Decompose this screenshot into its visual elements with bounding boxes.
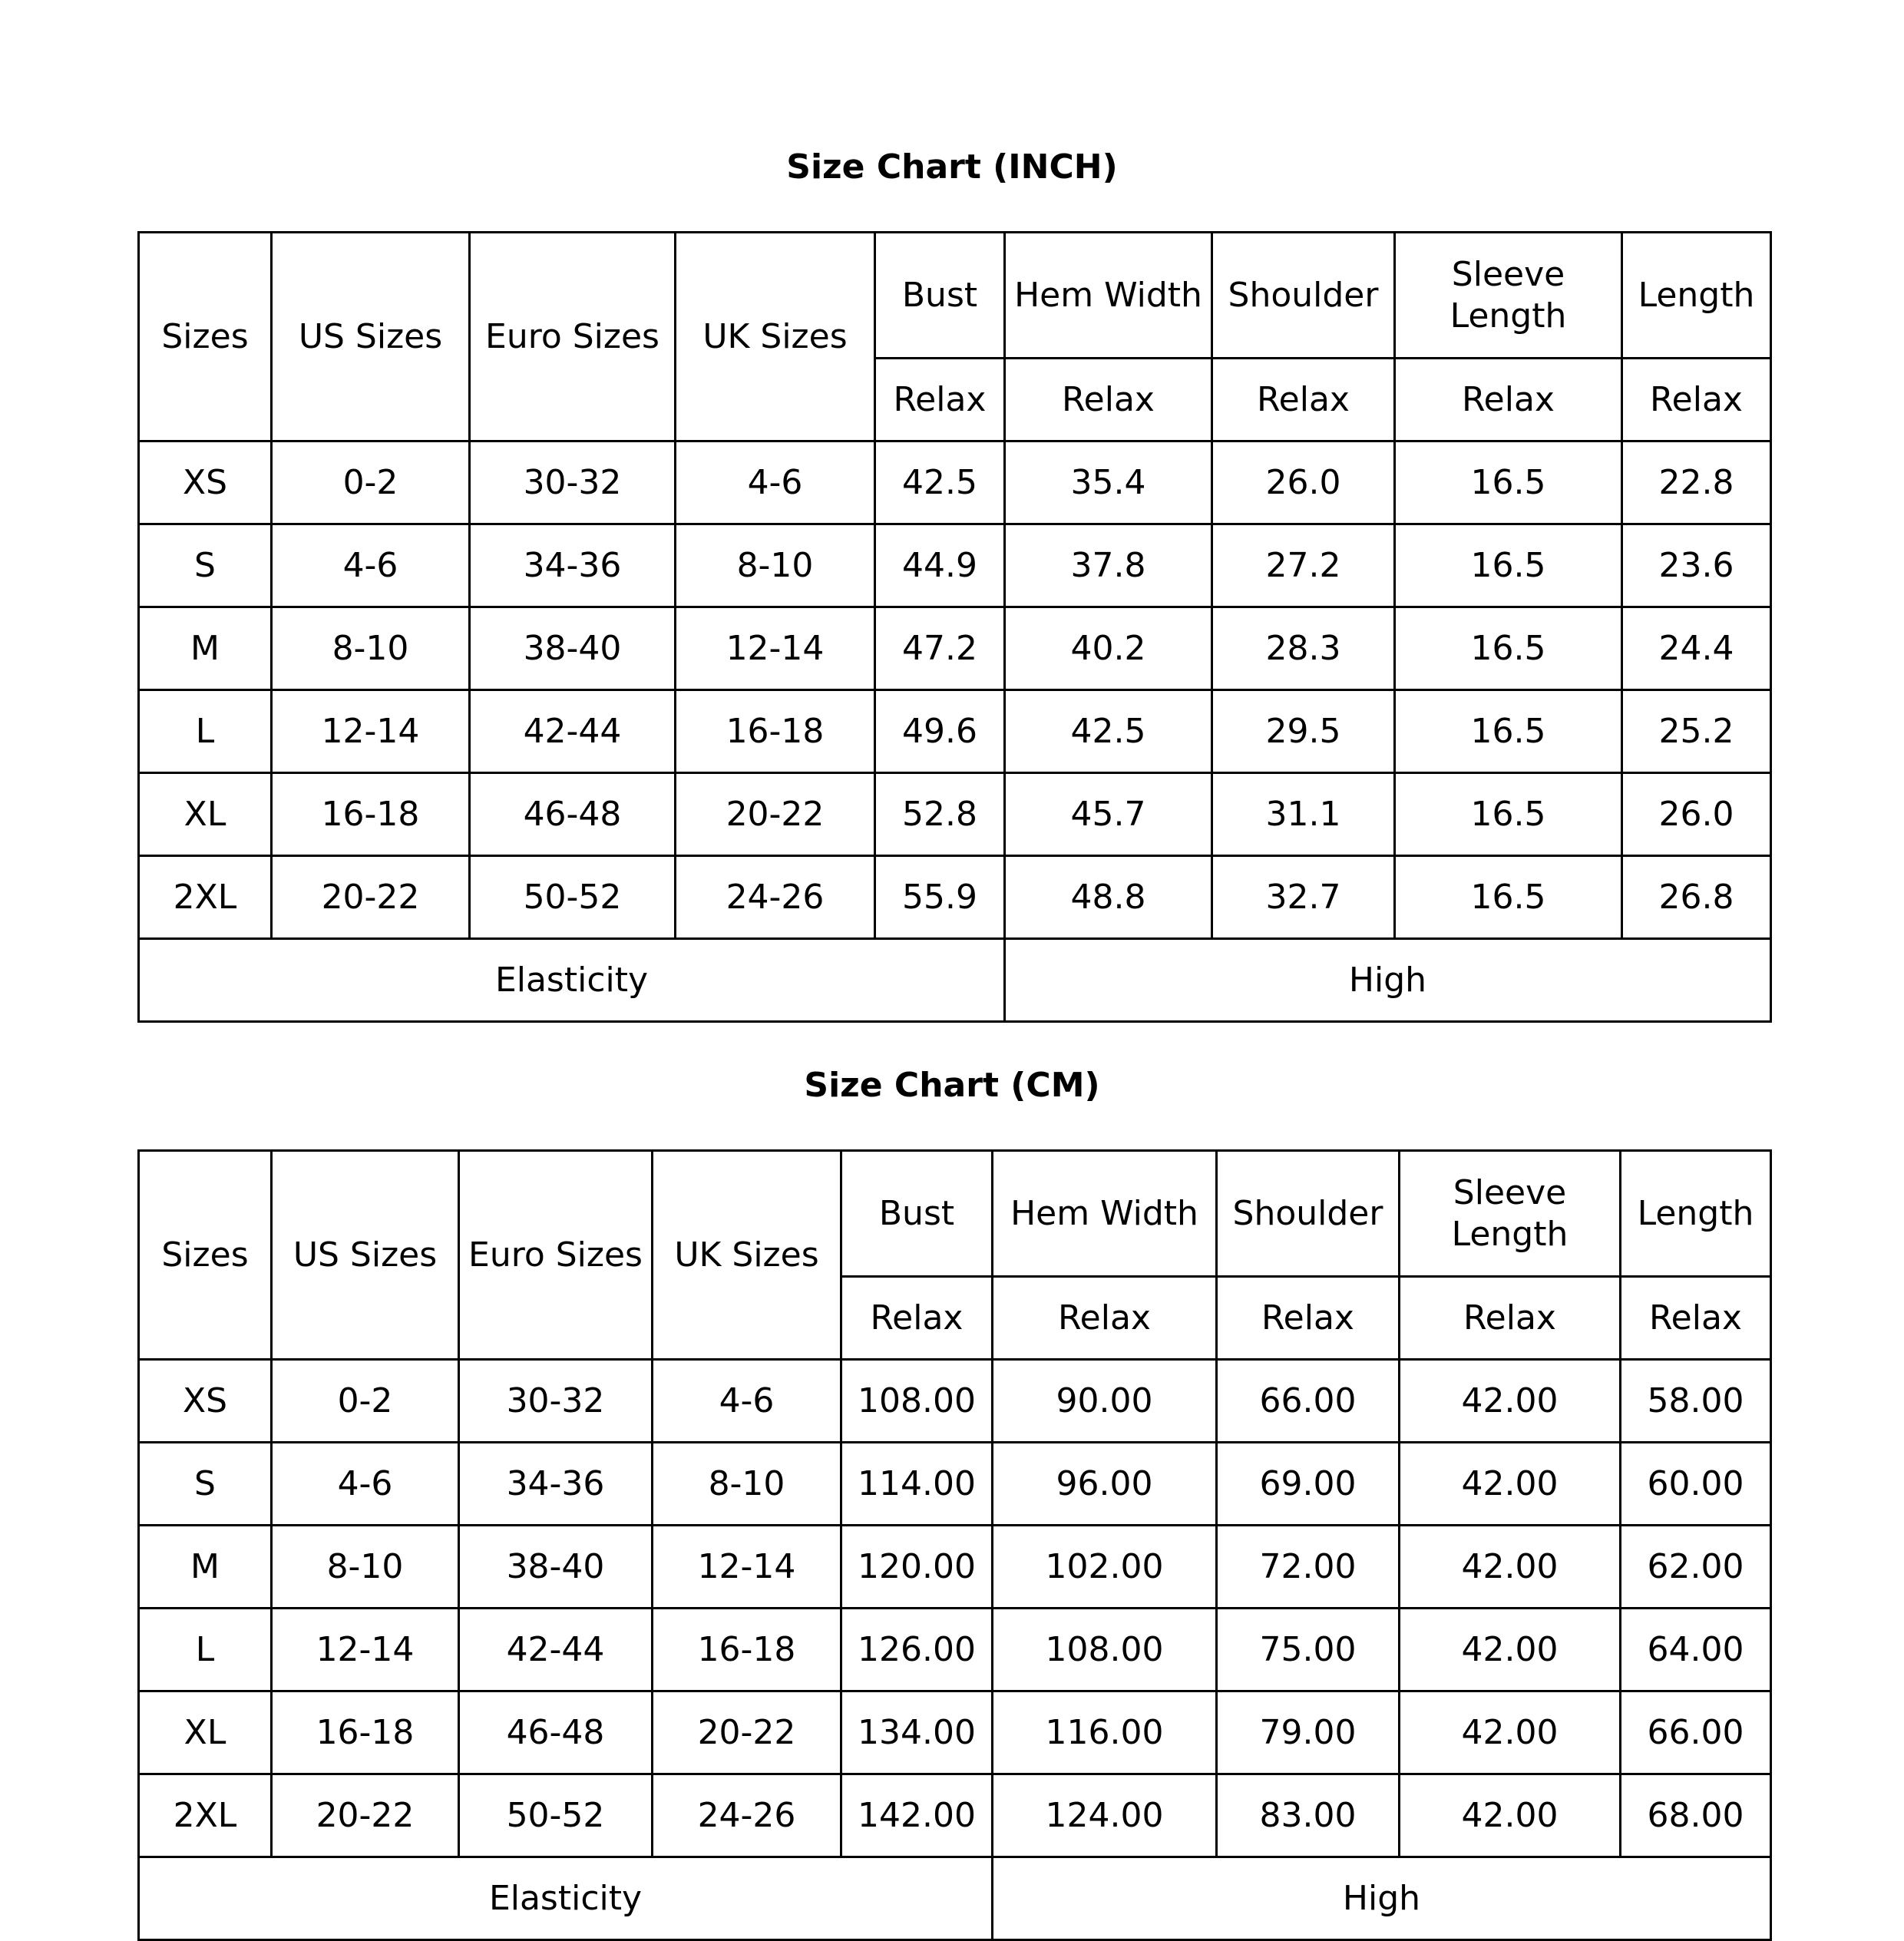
size-chart-cm-title: Size Chart (CM) xyxy=(804,1066,1100,1105)
cell-uk-size: 12-14 xyxy=(653,1526,841,1609)
header-uk-sizes: UK Sizes xyxy=(676,233,875,441)
size-chart-cm-table xyxy=(137,1149,1772,1941)
elasticity-value: High xyxy=(1005,939,1771,1022)
cell-sleeve-length: 42.00 xyxy=(1400,1774,1621,1857)
header-shoulder: Shoulder xyxy=(1212,233,1395,359)
cell-size: XL xyxy=(139,1691,272,1774)
table-row xyxy=(139,441,1771,524)
cell-hem-width: 116.00 xyxy=(993,1691,1217,1774)
cell-euro-size: 50-52 xyxy=(459,1774,653,1857)
cell-size: S xyxy=(139,524,272,607)
cell-sleeve-length: 42.00 xyxy=(1400,1691,1621,1774)
cell-bust: 44.9 xyxy=(875,524,1005,607)
cell-sleeve-length: 16.5 xyxy=(1395,524,1622,607)
header-hem-width: Hem Width xyxy=(993,1151,1217,1277)
cell-sleeve-length: 16.5 xyxy=(1395,690,1622,773)
header-shoulder: Shoulder xyxy=(1217,1151,1400,1277)
cell-us-size: 8-10 xyxy=(272,1526,459,1609)
cell-us-size: 0-2 xyxy=(272,441,470,524)
cell-shoulder: 29.5 xyxy=(1212,690,1395,773)
cell-sleeve-length: 42.00 xyxy=(1400,1609,1621,1691)
cell-euro-size: 30-32 xyxy=(470,441,676,524)
size-chart-inch-table xyxy=(137,231,1772,1023)
header-us-sizes: US Sizes xyxy=(272,233,470,441)
cell-size: XS xyxy=(139,441,272,524)
table-row xyxy=(139,1774,1771,1857)
cell-bust: 52.8 xyxy=(875,773,1005,856)
cell-hem-width: 48.8 xyxy=(1005,856,1212,939)
cell-shoulder: 31.1 xyxy=(1212,773,1395,856)
cell-euro-size: 30-32 xyxy=(459,1360,653,1443)
cell-uk-size: 20-22 xyxy=(676,773,875,856)
cell-hem-width: 108.00 xyxy=(993,1609,1217,1691)
cell-hem-width: 40.2 xyxy=(1005,607,1212,690)
cell-euro-size: 46-48 xyxy=(470,773,676,856)
cell-size: L xyxy=(139,690,272,773)
cell-shoulder: 28.3 xyxy=(1212,607,1395,690)
subheader-relax: Relax xyxy=(1212,359,1395,441)
table-row xyxy=(139,1526,1771,1609)
cell-us-size: 4-6 xyxy=(272,524,470,607)
table-row xyxy=(139,524,1771,607)
cell-length: 26.8 xyxy=(1622,856,1771,939)
header-sleeve-length: Sleeve Length xyxy=(1395,233,1622,359)
cell-euro-size: 38-40 xyxy=(459,1526,653,1609)
cell-us-size: 12-14 xyxy=(272,690,470,773)
cell-hem-width: 42.5 xyxy=(1005,690,1212,773)
subheader-relax: Relax xyxy=(1622,359,1771,441)
cell-euro-size: 46-48 xyxy=(459,1691,653,1774)
elasticity-label: Elasticity xyxy=(139,939,1005,1022)
cell-us-size: 0-2 xyxy=(272,1360,459,1443)
cell-hem-width: 37.8 xyxy=(1005,524,1212,607)
cell-euro-size: 34-36 xyxy=(470,524,676,607)
size-chart-inch-title: Size Chart (INCH) xyxy=(786,147,1118,187)
cell-shoulder: 32.7 xyxy=(1212,856,1395,939)
cell-length: 68.00 xyxy=(1621,1774,1771,1857)
cell-bust: 114.00 xyxy=(841,1443,993,1526)
cell-size: L xyxy=(139,1609,272,1691)
cell-length: 22.8 xyxy=(1622,441,1771,524)
table-row xyxy=(139,1609,1771,1691)
cell-shoulder: 83.00 xyxy=(1217,1774,1400,1857)
cell-us-size: 12-14 xyxy=(272,1609,459,1691)
cell-bust: 55.9 xyxy=(875,856,1005,939)
subheader-relax: Relax xyxy=(1400,1277,1621,1360)
table-row xyxy=(139,773,1771,856)
table-row xyxy=(139,690,1771,773)
table-row xyxy=(139,1443,1771,1526)
cell-us-size: 20-22 xyxy=(272,856,470,939)
cell-length: 24.4 xyxy=(1622,607,1771,690)
cell-hem-width: 102.00 xyxy=(993,1526,1217,1609)
cell-length: 62.00 xyxy=(1621,1526,1771,1609)
cell-uk-size: 16-18 xyxy=(653,1609,841,1691)
cell-sleeve-length: 42.00 xyxy=(1400,1443,1621,1526)
cell-us-size: 20-22 xyxy=(272,1774,459,1857)
subheader-relax: Relax xyxy=(841,1277,993,1360)
cell-shoulder: 79.00 xyxy=(1217,1691,1400,1774)
cell-sleeve-length: 16.5 xyxy=(1395,773,1622,856)
header-sizes: Sizes xyxy=(139,233,272,441)
elasticity-label: Elasticity xyxy=(139,1857,993,1940)
elasticity-value: High xyxy=(993,1857,1771,1940)
header-bust: Bust xyxy=(875,233,1005,359)
cell-length: 58.00 xyxy=(1621,1360,1771,1443)
cell-us-size: 4-6 xyxy=(272,1443,459,1526)
elasticity-row xyxy=(139,939,1771,1022)
cell-length: 26.0 xyxy=(1622,773,1771,856)
header-bust: Bust xyxy=(841,1151,993,1277)
table-row xyxy=(139,1360,1771,1443)
header-hem-width: Hem Width xyxy=(1005,233,1212,359)
cell-hem-width: 96.00 xyxy=(993,1443,1217,1526)
table-row xyxy=(139,1691,1771,1774)
cell-shoulder: 69.00 xyxy=(1217,1443,1400,1526)
subheader-relax: Relax xyxy=(1395,359,1622,441)
cell-euro-size: 34-36 xyxy=(459,1443,653,1526)
cell-bust: 42.5 xyxy=(875,441,1005,524)
cell-size: 2XL xyxy=(139,1774,272,1857)
cell-size: S xyxy=(139,1443,272,1526)
subheader-relax: Relax xyxy=(1005,359,1212,441)
cell-euro-size: 42-44 xyxy=(470,690,676,773)
cell-uk-size: 20-22 xyxy=(653,1691,841,1774)
cell-sleeve-length: 16.5 xyxy=(1395,856,1622,939)
cell-shoulder: 27.2 xyxy=(1212,524,1395,607)
cell-length: 64.00 xyxy=(1621,1609,1771,1691)
header-sizes: Sizes xyxy=(139,1151,272,1360)
cell-uk-size: 24-26 xyxy=(676,856,875,939)
cell-uk-size: 24-26 xyxy=(653,1774,841,1857)
cell-bust: 108.00 xyxy=(841,1360,993,1443)
cell-uk-size: 8-10 xyxy=(653,1443,841,1526)
table-row xyxy=(139,856,1771,939)
subheader-relax: Relax xyxy=(993,1277,1217,1360)
cell-uk-size: 4-6 xyxy=(653,1360,841,1443)
cell-uk-size: 8-10 xyxy=(676,524,875,607)
cell-length: 25.2 xyxy=(1622,690,1771,773)
cell-size: M xyxy=(139,1526,272,1609)
header-row xyxy=(139,233,1771,359)
header-euro-sizes: Euro Sizes xyxy=(459,1151,653,1360)
cell-hem-width: 35.4 xyxy=(1005,441,1212,524)
header-length: Length xyxy=(1621,1151,1771,1277)
subheader-relax: Relax xyxy=(1621,1277,1771,1360)
elasticity-row xyxy=(139,1857,1771,1940)
cell-shoulder: 72.00 xyxy=(1217,1526,1400,1609)
cell-size: XL xyxy=(139,773,272,856)
subheader-relax: Relax xyxy=(1217,1277,1400,1360)
cell-us-size: 16-18 xyxy=(272,1691,459,1774)
cell-hem-width: 45.7 xyxy=(1005,773,1212,856)
header-sleeve-length: Sleeve Length xyxy=(1400,1151,1621,1277)
cell-bust: 47.2 xyxy=(875,607,1005,690)
header-row xyxy=(139,1151,1771,1277)
cell-euro-size: 42-44 xyxy=(459,1609,653,1691)
cell-shoulder: 26.0 xyxy=(1212,441,1395,524)
cell-bust: 49.6 xyxy=(875,690,1005,773)
cell-hem-width: 90.00 xyxy=(993,1360,1217,1443)
cell-length: 23.6 xyxy=(1622,524,1771,607)
cell-length: 66.00 xyxy=(1621,1691,1771,1774)
header-euro-sizes: Euro Sizes xyxy=(470,233,676,441)
cell-us-size: 8-10 xyxy=(272,607,470,690)
cell-sleeve-length: 42.00 xyxy=(1400,1360,1621,1443)
cell-sleeve-length: 42.00 xyxy=(1400,1526,1621,1609)
cell-uk-size: 12-14 xyxy=(676,607,875,690)
cell-sleeve-length: 16.5 xyxy=(1395,441,1622,524)
cell-bust: 142.00 xyxy=(841,1774,993,1857)
cell-sleeve-length: 16.5 xyxy=(1395,607,1622,690)
cell-us-size: 16-18 xyxy=(272,773,470,856)
cell-bust: 134.00 xyxy=(841,1691,993,1774)
header-us-sizes: US Sizes xyxy=(272,1151,459,1360)
cell-hem-width: 124.00 xyxy=(993,1774,1217,1857)
header-length: Length xyxy=(1622,233,1771,359)
header-uk-sizes: UK Sizes xyxy=(653,1151,841,1360)
cell-bust: 126.00 xyxy=(841,1609,993,1691)
cell-size: XS xyxy=(139,1360,272,1443)
cell-shoulder: 75.00 xyxy=(1217,1609,1400,1691)
cell-size: M xyxy=(139,607,272,690)
cell-uk-size: 16-18 xyxy=(676,690,875,773)
cell-euro-size: 38-40 xyxy=(470,607,676,690)
cell-shoulder: 66.00 xyxy=(1217,1360,1400,1443)
cell-bust: 120.00 xyxy=(841,1526,993,1609)
cell-length: 60.00 xyxy=(1621,1443,1771,1526)
subheader-relax: Relax xyxy=(875,359,1005,441)
cell-uk-size: 4-6 xyxy=(676,441,875,524)
table-row xyxy=(139,607,1771,690)
cell-euro-size: 50-52 xyxy=(470,856,676,939)
cell-size: 2XL xyxy=(139,856,272,939)
